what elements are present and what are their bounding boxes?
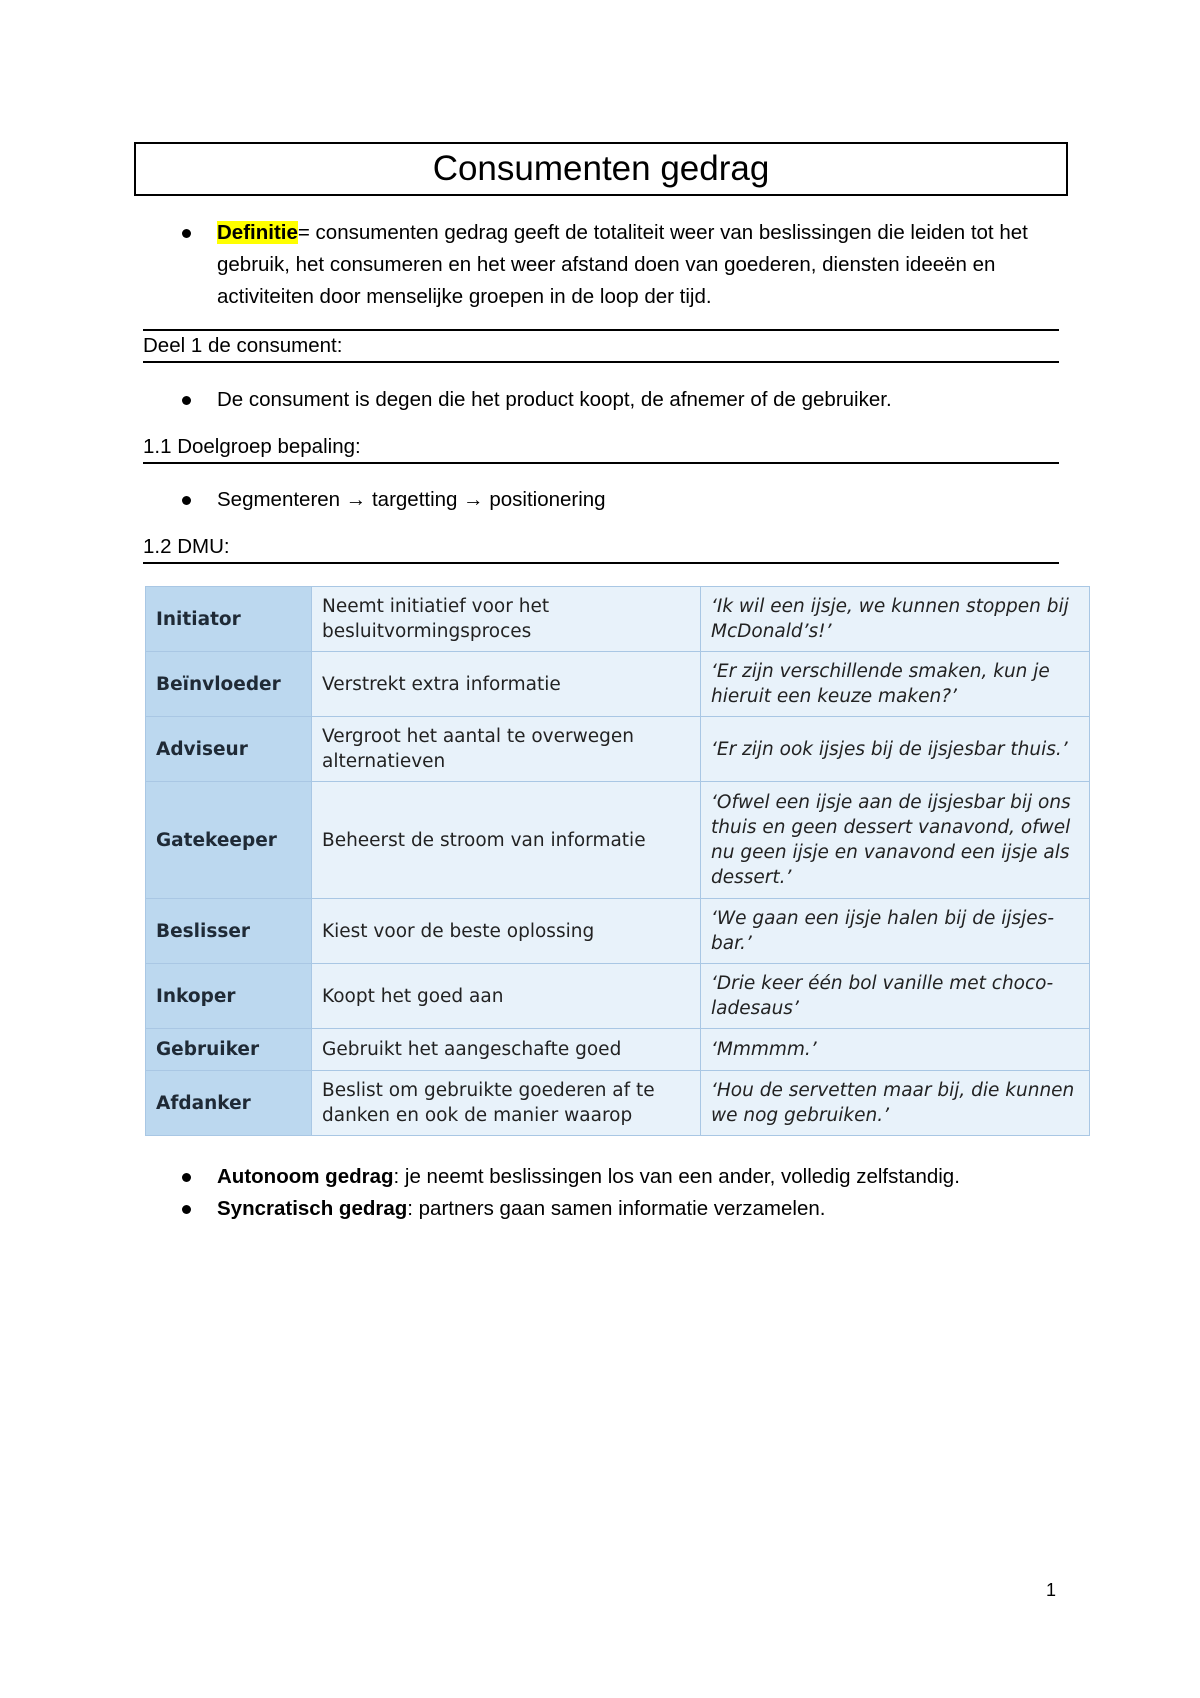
behavior-text: : partners gaan samen informatie verzamelen. bbox=[407, 1197, 826, 1220]
list-item bbox=[0, 1161, 1200, 1193]
section1-bullet-text: De consument is degen die het product koopt, de afnemer of de gebruiker. bbox=[217, 388, 892, 411]
page-number: 1 bbox=[1046, 1580, 1057, 1600]
definition-item bbox=[0, 217, 1200, 313]
dmu-description: Vergroot het aantal te overwegen alternatieven bbox=[312, 717, 701, 782]
section1-list bbox=[0, 384, 1200, 416]
dmu-role: Afdanker bbox=[146, 1071, 312, 1136]
dmu-example: ‘Drie keer één bol vanille met choco-ladesaus’ bbox=[701, 964, 1090, 1029]
dmu-example: ‘Hou de servetten maar bij, die kunnen we nog gebruiken.’ bbox=[701, 1071, 1090, 1136]
dmu-description: Gebruikt het aangeschafte goed bbox=[312, 1029, 701, 1071]
dmu-role: Gatekeeper bbox=[146, 782, 312, 899]
table-row bbox=[146, 1029, 1090, 1071]
table-row bbox=[146, 899, 1090, 964]
dmu-role: Gebruiker bbox=[146, 1029, 312, 1071]
table-row bbox=[146, 652, 1090, 717]
behavior-text: : je neemt beslissingen los van een ander, volledig zelfstandig. bbox=[393, 1165, 960, 1188]
table-row bbox=[146, 782, 1090, 899]
dmu-table bbox=[145, 586, 1090, 1136]
definition-text: = consumenten gedrag geeft de totaliteit weer van beslissingen die leiden tot het gebruik, het consumeren en het weer afstand doen van goederen, diensten ideeën en activiteiten door menselijke groepen in de loop der tijd. bbox=[217, 221, 1028, 308]
bullet-icon bbox=[182, 229, 191, 238]
dmu-role: Beslisser bbox=[146, 899, 312, 964]
table-row bbox=[146, 587, 1090, 652]
dmu-description: Beheerst de stroom van informatie bbox=[312, 782, 701, 899]
dmu-example: ‘We gaan een ijsje halen bij de ijsjes-bar.’ bbox=[701, 899, 1090, 964]
definition-term: Definitie bbox=[217, 221, 298, 244]
table-row bbox=[146, 964, 1090, 1029]
table-row bbox=[146, 717, 1090, 782]
list-item bbox=[0, 1193, 1200, 1225]
dmu-description: Verstrekt extra informatie bbox=[312, 652, 701, 717]
dmu-description: Beslist om gebruikte goederen af te danken en ook de manier waarop bbox=[312, 1071, 701, 1136]
dmu-example: ‘Ofwel een ijsje aan de ijsjesbar bij ons thuis en geen dessert vanavond, ofwel nu geen ijsje en vanavond een ijsje als dessert.’ bbox=[701, 782, 1090, 899]
bullet-icon bbox=[182, 496, 191, 505]
bullet-icon bbox=[182, 396, 191, 405]
dmu-example: ‘Er zijn verschillende smaken, kun je hieruit een keuze maken?’ bbox=[701, 652, 1090, 717]
table-row bbox=[146, 1071, 1090, 1136]
list-item bbox=[0, 484, 1200, 516]
dmu-role: Beïnvloeder bbox=[146, 652, 312, 717]
dmu-role: Initiator bbox=[146, 587, 312, 652]
dmu-role: Adviseur bbox=[146, 717, 312, 782]
behavior-term: Autonoom gedrag bbox=[217, 1165, 394, 1188]
section11-bullet-text: Segmenteren → targetting → positionering bbox=[217, 488, 606, 511]
page-title: Consumenten gedrag bbox=[134, 142, 1068, 196]
list-item bbox=[0, 384, 1200, 416]
dmu-description: Kiest voor de beste oplossing bbox=[312, 899, 701, 964]
behavior-list bbox=[0, 1161, 1200, 1225]
section-heading-deel1: Deel 1 de consument: bbox=[143, 329, 1059, 363]
dmu-description: Neemt initiatief voor het besluitvormingsproces bbox=[312, 587, 701, 652]
section-heading-dmu: 1.2 DMU: bbox=[143, 532, 1059, 564]
bullet-icon bbox=[182, 1173, 191, 1182]
definition-list bbox=[0, 217, 1200, 313]
dmu-description: Koopt het goed aan bbox=[312, 964, 701, 1029]
behavior-term: Syncratisch gedrag bbox=[217, 1197, 408, 1220]
section-heading-doelgroep: 1.1 Doelgroep bepaling: bbox=[143, 432, 1059, 464]
dmu-example: ‘Er zijn ook ijsjes bij de ijsjesbar thuis.’ bbox=[701, 717, 1090, 782]
dmu-role: Inkoper bbox=[146, 964, 312, 1029]
section11-list bbox=[0, 484, 1200, 516]
dmu-example: ‘Ik wil een ijsje, we kunnen stoppen bij McDonald’s!’ bbox=[701, 587, 1090, 652]
dmu-example: ‘Mmmmm.’ bbox=[701, 1029, 1090, 1071]
bullet-icon bbox=[182, 1205, 191, 1214]
